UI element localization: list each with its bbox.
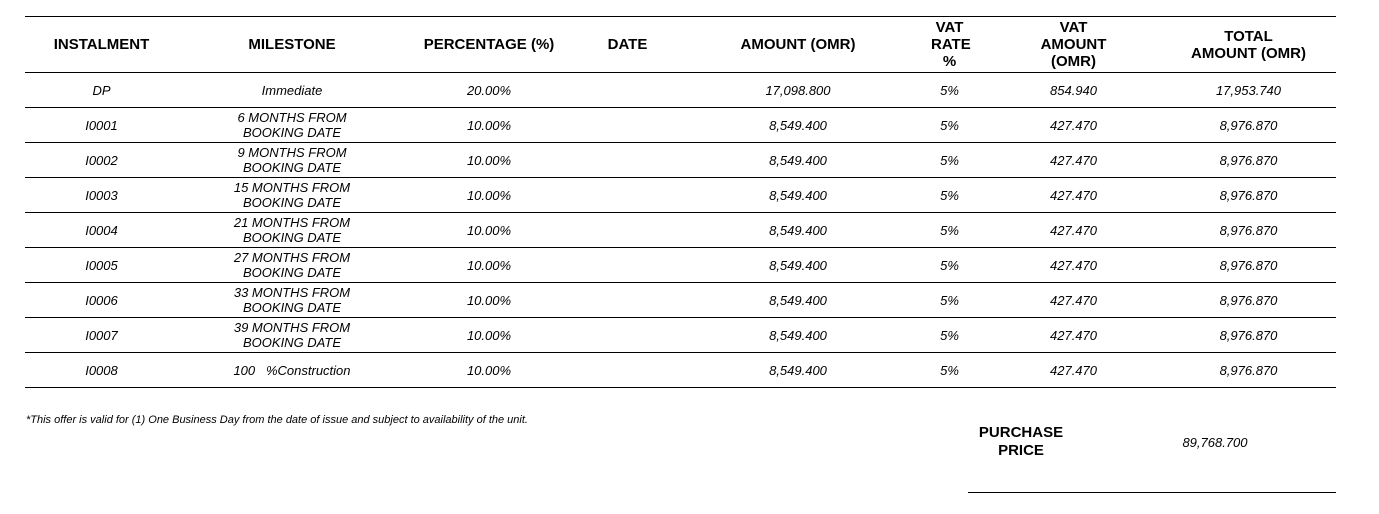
- milestone-cell: 9 MONTHS FROM BOOKING DATE: [178, 143, 406, 178]
- date-cell: [572, 248, 683, 283]
- date-cell: [572, 283, 683, 318]
- header-date: DATE: [572, 17, 683, 73]
- date-cell: [572, 178, 683, 213]
- total-amount-cell: 8,976.870: [1161, 248, 1336, 283]
- instalment-cell: I0001: [25, 108, 178, 143]
- total-amount-cell: 8,976.870: [1161, 318, 1336, 353]
- percentage-cell: 10.00%: [406, 143, 572, 178]
- header-vat-rate: VAT RATE %: [913, 17, 986, 73]
- amount-cell: 8,549.400: [683, 248, 913, 283]
- instalment-cell: I0004: [25, 213, 178, 248]
- table-row: [25, 213, 1336, 248]
- date-cell: [572, 108, 683, 143]
- amount-cell: 8,549.400: [683, 283, 913, 318]
- amount-cell: 8,549.400: [683, 213, 913, 248]
- percentage-cell: 10.00%: [406, 178, 572, 213]
- instalment-cell: DP: [25, 73, 178, 108]
- vat-amount-cell: 427.470: [986, 283, 1161, 318]
- milestone-cell: 39 MONTHS FROM BOOKING DATE: [178, 318, 406, 353]
- table-row: [25, 143, 1336, 178]
- vat-amount-cell: 427.470: [986, 248, 1161, 283]
- milestone-cell: 6 MONTHS FROM BOOKING DATE: [178, 108, 406, 143]
- milestone-cell: 15 MONTHS FROM BOOKING DATE: [178, 178, 406, 213]
- purchase-price-value: 89,768.700: [1182, 435, 1248, 450]
- date-cell: [572, 143, 683, 178]
- milestone-cell: 27 MONTHS FROM BOOKING DATE: [178, 248, 406, 283]
- percentage-cell: 10.00%: [406, 213, 572, 248]
- total-amount-cell: 8,976.870: [1161, 213, 1336, 248]
- vat-amount-cell: 427.470: [986, 108, 1161, 143]
- table-row: [25, 283, 1336, 318]
- vat-rate-cell: 5%: [913, 353, 986, 388]
- table-row: [25, 73, 1336, 108]
- amount-cell: 8,549.400: [683, 108, 913, 143]
- vat-rate-cell: 5%: [913, 178, 986, 213]
- header-total-amount: TOTAL AMOUNT (OMR): [1161, 17, 1336, 73]
- amount-cell: 17,098.800: [683, 73, 913, 108]
- vat-rate-cell: 5%: [913, 283, 986, 318]
- total-amount-cell: 8,976.870: [1161, 353, 1336, 388]
- milestone-cell: Immediate: [178, 73, 406, 108]
- instalment-cell: I0003: [25, 178, 178, 213]
- instalment-cell: I0005: [25, 248, 178, 283]
- total-amount-cell: 8,976.870: [1161, 108, 1336, 143]
- vat-rate-cell: 5%: [913, 143, 986, 178]
- table-header: [25, 17, 1336, 73]
- amount-cell: 8,549.400: [683, 143, 913, 178]
- date-cell: [572, 213, 683, 248]
- percentage-cell: 10.00%: [406, 248, 572, 283]
- vat-rate-cell: 5%: [913, 248, 986, 283]
- purchase-price-underline: [968, 492, 1336, 493]
- instalment-cell: I0006: [25, 283, 178, 318]
- percentage-cell: 20.00%: [406, 73, 572, 108]
- vat-rate-cell: 5%: [913, 73, 986, 108]
- vat-rate-cell: 5%: [913, 213, 986, 248]
- table-row: [25, 318, 1336, 353]
- instalment-cell: I0002: [25, 143, 178, 178]
- header-row: [25, 17, 1336, 73]
- amount-cell: 8,549.400: [683, 318, 913, 353]
- header-vat-amount: VAT AMOUNT (OMR): [986, 17, 1161, 73]
- percentage-cell: 10.00%: [406, 108, 572, 143]
- payment-schedule: [25, 16, 1336, 388]
- percentage-cell: 10.00%: [406, 353, 572, 388]
- total-amount-cell: 8,976.870: [1161, 283, 1336, 318]
- vat-amount-cell: 427.470: [986, 178, 1161, 213]
- amount-cell: 8,549.400: [683, 178, 913, 213]
- vat-amount-cell: 427.470: [986, 353, 1161, 388]
- amount-cell: 8,549.400: [683, 353, 913, 388]
- purchase-price-label: PURCHASE PRICE: [978, 424, 1064, 459]
- header-percentage: PERCENTAGE (%): [406, 17, 572, 73]
- vat-rate-cell: 5%: [913, 108, 986, 143]
- payment-schedule-table: [25, 16, 1336, 388]
- date-cell: [572, 73, 683, 108]
- vat-rate-cell: 5%: [913, 318, 986, 353]
- table-row: [25, 108, 1336, 143]
- date-cell: [572, 353, 683, 388]
- vat-amount-cell: 854.940: [986, 73, 1161, 108]
- total-amount-cell: 8,976.870: [1161, 178, 1336, 213]
- date-cell: [572, 318, 683, 353]
- header-instalment: INSTALMENT: [25, 17, 178, 73]
- header-amount: AMOUNT (OMR): [683, 17, 913, 73]
- instalment-cell: I0007: [25, 318, 178, 353]
- percentage-cell: 10.00%: [406, 283, 572, 318]
- milestone-cell: 21 MONTHS FROM BOOKING DATE: [178, 213, 406, 248]
- table-row: [25, 353, 1336, 388]
- header-milestone: MILESTONE: [178, 17, 406, 73]
- table-body: [25, 73, 1336, 388]
- table-row: [25, 248, 1336, 283]
- vat-amount-cell: 427.470: [986, 318, 1161, 353]
- offer-validity-footnote: *This offer is valid for (1) One Business Day from the date of issue and subject to availability of the unit.: [26, 414, 528, 426]
- table-row: [25, 178, 1336, 213]
- milestone-cell: 100 %Construction: [178, 353, 406, 388]
- vat-amount-cell: 427.470: [986, 143, 1161, 178]
- vat-amount-cell: 427.470: [986, 213, 1161, 248]
- total-amount-cell: 8,976.870: [1161, 143, 1336, 178]
- percentage-cell: 10.00%: [406, 318, 572, 353]
- milestone-cell: 33 MONTHS FROM BOOKING DATE: [178, 283, 406, 318]
- instalment-cell: I0008: [25, 353, 178, 388]
- total-amount-cell: 17,953.740: [1161, 73, 1336, 108]
